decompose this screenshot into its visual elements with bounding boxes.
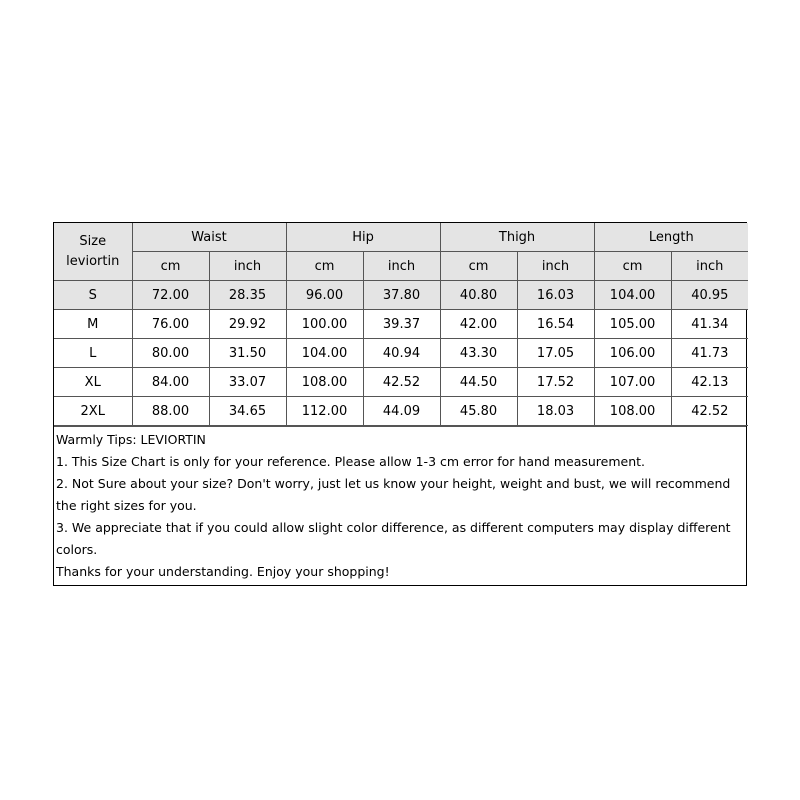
unit-header: inch: [671, 252, 748, 281]
unit-header: inch: [517, 252, 594, 281]
size-label: XL: [54, 368, 132, 397]
measurement-cell: 45.80: [440, 397, 517, 426]
measurement-cell: 40.94: [363, 339, 440, 368]
measurement-cell: 80.00: [132, 339, 209, 368]
measurement-cell: 44.50: [440, 368, 517, 397]
unit-header: cm: [594, 252, 671, 281]
size-chart: [53, 222, 747, 586]
tip-line: 1. This Size Chart is only for your reference. Please allow 1-3 cm error for hand measurement.: [56, 454, 646, 469]
table-row: [54, 339, 748, 368]
measurement-cell: 40.95: [671, 281, 748, 310]
measurement-cell: 34.65: [209, 397, 286, 426]
header-row-groups: [54, 223, 748, 252]
table-row: [54, 310, 748, 339]
size-table: [54, 223, 748, 426]
measurement-cell: 42.52: [671, 397, 748, 426]
table-row: [54, 281, 748, 310]
group-header-hip: Hip: [286, 223, 440, 252]
measurement-cell: 17.52: [517, 368, 594, 397]
measurement-cell: 108.00: [594, 397, 671, 426]
unit-header: cm: [286, 252, 363, 281]
unit-header: cm: [440, 252, 517, 281]
group-header-length: Length: [594, 223, 748, 252]
measurement-cell: 42.00: [440, 310, 517, 339]
measurement-cell: 112.00: [286, 397, 363, 426]
measurement-cell: 39.37: [363, 310, 440, 339]
measurement-cell: 40.80: [440, 281, 517, 310]
tip-line: Thanks for your understanding. Enjoy your shopping!: [56, 564, 390, 579]
measurement-cell: 108.00: [286, 368, 363, 397]
measurement-cell: 18.03: [517, 397, 594, 426]
table-row: [54, 368, 748, 397]
tips-section: [54, 426, 746, 585]
measurement-cell: 42.52: [363, 368, 440, 397]
measurement-cell: 76.00: [132, 310, 209, 339]
unit-header: cm: [132, 252, 209, 281]
table-row: [54, 397, 748, 426]
size-label: 2XL: [54, 397, 132, 426]
measurement-cell: 84.00: [132, 368, 209, 397]
measurement-cell: 37.80: [363, 281, 440, 310]
size-label: L: [54, 339, 132, 368]
measurement-cell: 88.00: [132, 397, 209, 426]
tip-line: 2. Not Sure about your size? Don't worry, just let us know your height, weight and bust, we will recommend the right sizes for you.: [56, 476, 731, 513]
measurement-cell: 17.05: [517, 339, 594, 368]
measurement-cell: 42.13: [671, 368, 748, 397]
measurement-cell: 43.30: [440, 339, 517, 368]
size-label: M: [54, 310, 132, 339]
measurement-cell: 72.00: [132, 281, 209, 310]
size-label: S: [54, 281, 132, 310]
size-rows: [54, 281, 748, 426]
tip-line: 3. We appreciate that if you could allow slight color difference, as different computers may display different colors.: [56, 520, 731, 557]
measurement-cell: 104.00: [594, 281, 671, 310]
group-header-waist: Waist: [132, 223, 286, 252]
measurement-cell: 29.92: [209, 310, 286, 339]
measurement-cell: 28.35: [209, 281, 286, 310]
size-column-header: Size leviortin: [54, 223, 132, 281]
measurement-cell: 41.34: [671, 310, 748, 339]
measurement-cell: 16.54: [517, 310, 594, 339]
measurement-cell: 107.00: [594, 368, 671, 397]
measurement-cell: 31.50: [209, 339, 286, 368]
measurement-cell: 105.00: [594, 310, 671, 339]
header-row-units: [54, 252, 748, 281]
measurement-cell: 44.09: [363, 397, 440, 426]
measurement-cell: 41.73: [671, 339, 748, 368]
measurement-cell: 96.00: [286, 281, 363, 310]
unit-header: inch: [209, 252, 286, 281]
measurement-cell: 33.07: [209, 368, 286, 397]
measurement-cell: 104.00: [286, 339, 363, 368]
unit-header: inch: [363, 252, 440, 281]
tips-title: Warmly Tips: LEVIORTIN: [56, 432, 206, 447]
measurement-cell: 100.00: [286, 310, 363, 339]
measurement-cell: 16.03: [517, 281, 594, 310]
measurement-cell: 106.00: [594, 339, 671, 368]
group-header-thigh: Thigh: [440, 223, 594, 252]
